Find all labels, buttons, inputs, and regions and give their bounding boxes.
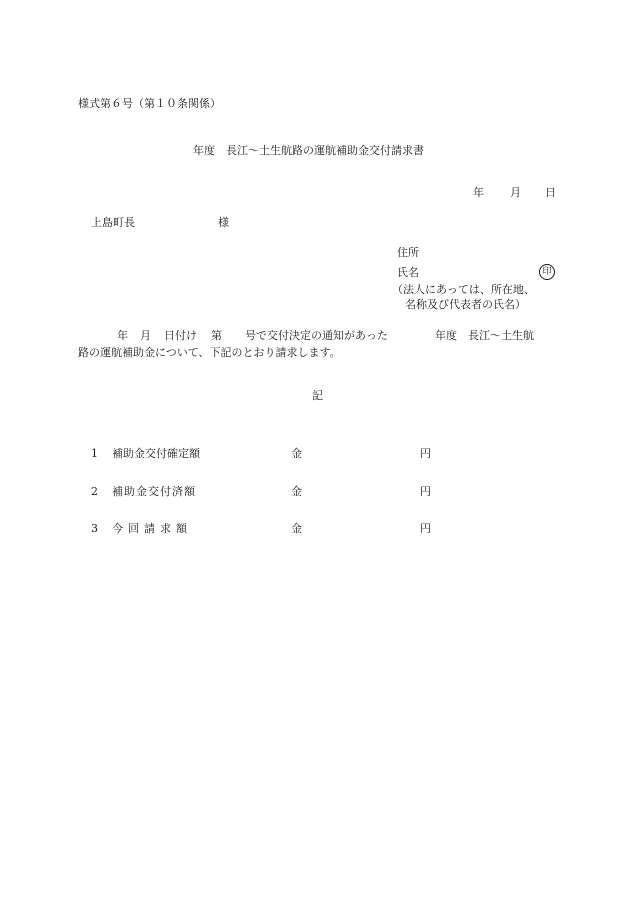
body-year: 年 <box>117 329 128 342</box>
date-month: 月 <box>510 186 521 199</box>
item-label: 今回請求額 <box>112 522 192 535</box>
item-number: 2 <box>91 485 98 498</box>
ki-heading: 記 <box>312 389 323 402</box>
body-decision: 号で交付決定の通知があった <box>245 329 388 342</box>
body-dated: 日付け <box>164 329 197 342</box>
applicant-name-label: 氏名 <box>397 266 419 279</box>
addressee-name: 上島町長 <box>91 216 135 229</box>
date-day: 日 <box>545 186 556 199</box>
corporation-note-line2: 名称及び代表者の氏名） <box>405 298 526 311</box>
seal-mark: 印 <box>539 264 555 280</box>
item-number: 3 <box>91 522 98 535</box>
body-month: 月 <box>140 329 151 342</box>
item-yen: 円 <box>420 522 431 535</box>
addressee-honorific: 様 <box>218 216 229 229</box>
date-year: 年 <box>473 186 484 199</box>
corporation-note-line1: （法人にあっては、所在地、 <box>392 283 535 296</box>
item-kin: 金 <box>291 447 302 460</box>
document-title: 年度 長江～土生航路の運航補助金交付請求書 <box>193 144 424 157</box>
item-label: 補助金交付確定額 <box>112 447 200 460</box>
item-number: 1 <box>91 447 98 460</box>
applicant-address-label: 住所 <box>397 246 419 259</box>
item-kin: 金 <box>291 485 302 498</box>
body-year-title: 年度 長江～土生航 <box>435 329 534 342</box>
form-number: 様式第６号（第１０条関係） <box>78 97 221 110</box>
item-kin: 金 <box>291 522 302 535</box>
body-dai: 第 <box>211 329 222 342</box>
body-line-2: 路の運航補助金について、下記のとおり請求します。 <box>78 346 341 359</box>
item-label: 補助金交付済額 <box>112 485 196 498</box>
item-yen: 円 <box>420 447 431 460</box>
item-yen: 円 <box>420 485 431 498</box>
